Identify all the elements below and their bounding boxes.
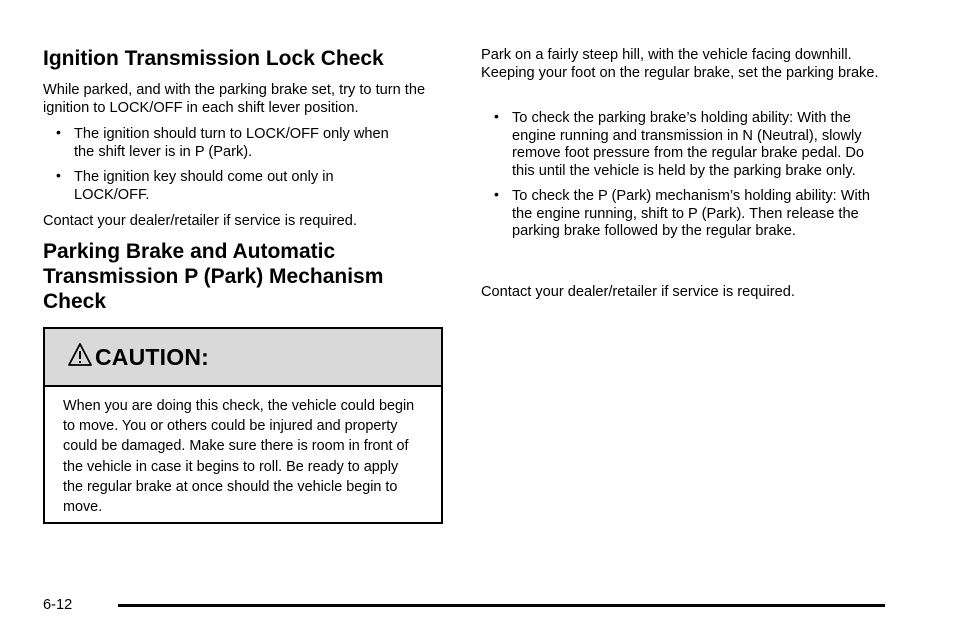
parking-intro-text: Park on a fairly steep hill, with the vehicle facing downhill. Keeping your foot on the regular brake, set the parking brake.	[481, 47, 879, 81]
parking-bullet-list	[481, 110, 881, 241]
list-item-text: To check the P (Park) mechanism’s holding ability: With the engine running, shift to P (Park). Then release the parking brake followed by the regular brake.	[512, 188, 870, 239]
list-item	[481, 188, 881, 241]
list-item-text: The ignition key should come out only in LOCK/OFF.	[74, 169, 334, 203]
ignition-bullet-list	[43, 126, 403, 204]
section-heading-parking-brake: Parking Brake and Automatic Transmission P (Park) Mechanism Check	[43, 240, 384, 313]
list-item-text: The ignition should turn to LOCK/OFF only when the shift lever is in P (Park).	[74, 126, 389, 160]
caution-title: CAUTION:	[95, 343, 210, 370]
section-heading-ignition-lock: Ignition Transmission Lock Check	[43, 47, 384, 70]
list-item	[43, 169, 403, 204]
caution-box	[43, 327, 443, 524]
footer-divider	[118, 604, 885, 607]
list-item	[43, 126, 403, 161]
bullet-icon: •	[56, 167, 61, 183]
bullet-icon: •	[56, 124, 61, 140]
bullet-icon: •	[494, 108, 499, 124]
list-item-text: To check the parking brake’s holding ability: With the engine running and transmission in N (Neutral), slowly remove foot pressure from the regular brake pedal. Do this until the vehicle is held by the parking brake only.	[512, 110, 865, 179]
page-number: 6-12	[43, 597, 73, 613]
ignition-contact-text: Contact your dealer/retailer if service is required.	[43, 213, 357, 229]
list-item	[481, 110, 881, 180]
caution-body: When you are doing this check, the vehicle could begin to move. You or others could be injured and property could be damaged. Make sure there is room in front of the vehicle in case it begins to roll. Be ready to apply the regular brake at once should the vehicle begin to move.	[63, 398, 415, 516]
bullet-icon: •	[494, 186, 499, 202]
parking-contact-text: Contact your dealer/retailer if service is required.	[481, 284, 795, 300]
caution-header	[45, 329, 441, 387]
ignition-intro-text: While parked, and with the parking brake set, try to turn the ignition to LOCK/OFF in each shift lever position.	[43, 82, 426, 116]
warning-triangle-icon	[67, 342, 93, 368]
